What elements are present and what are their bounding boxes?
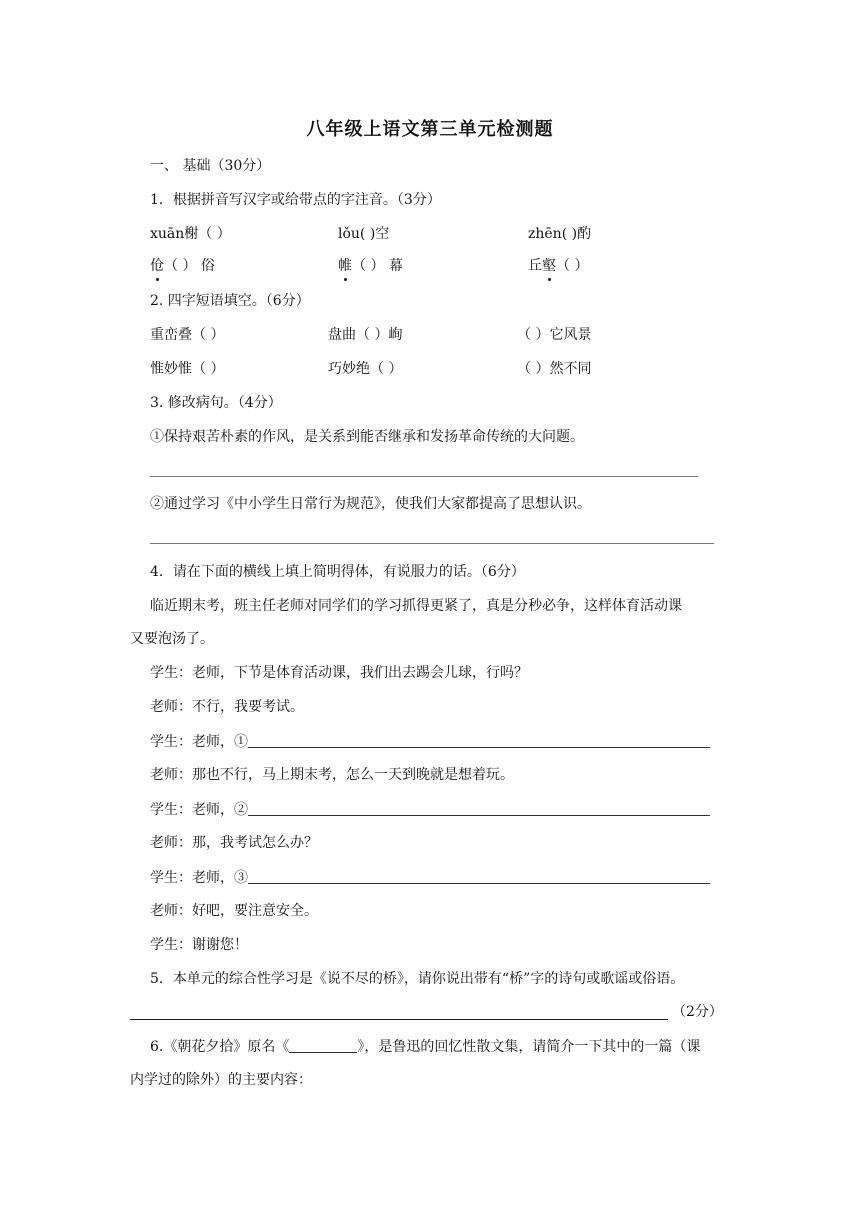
answer-blank-2[interactable] [248, 799, 710, 816]
answer-line-q5[interactable] [130, 1019, 668, 1020]
question-5-score: （2分） [672, 1004, 723, 1020]
phrase-item-4: 惟妙惟（ ） [150, 361, 225, 377]
answer-blank-1[interactable] [248, 731, 710, 748]
question-3-prompt: 3. 修改病句。（4分） [150, 395, 282, 411]
dialog-line: 学生：谢谢您！ [150, 937, 248, 953]
question-2-prompt: 2. 四字短语填空。（6分） [150, 293, 310, 309]
dotted-char: 帷 [338, 258, 352, 274]
dialog-line: 学生：老师，下节是体育活动课，我们出去踢会儿球，行吗？ [150, 665, 528, 681]
question-6-prompt: 6.《朝花夕拾》原名《 》，是鲁迅的回忆性散文集，请简介一下其中的一篇（课 [150, 1036, 700, 1057]
phrase-item-5: 巧妙绝（ ） [328, 361, 403, 377]
answer-blank-q6[interactable] [289, 1036, 357, 1053]
sentence-2: ②通过学习《中小学生日常行为规范》，使我们大家都提高了思想认识。 [150, 496, 591, 512]
dialog-line: 老师：那也不行，马上期末考，怎么一天到晚就是想着玩。 [150, 767, 514, 783]
char-item-2: 帷（ ） 幕 [338, 258, 403, 274]
phrase-item-2: 盘曲（ ）峋 [328, 327, 403, 343]
page-title: 八年级上语文第三单元检测题 [306, 119, 554, 140]
question-5-prompt: 5．本单元的综合性学习是《说不尽的桥》，请你说出带有“桥”字的诗句或歌谣或俗语。 [150, 971, 685, 987]
dialog-line: 学生：老师，① [150, 731, 710, 752]
dialog-line: 学生：老师，③ [150, 867, 710, 888]
phrase-item-1: 重峦叠（ ） [150, 327, 225, 343]
dialog-line: 学生：老师，② [150, 799, 710, 820]
pinyin-item-1: xuān榭（ ） [150, 226, 231, 242]
answer-line-2[interactable] [150, 543, 714, 544]
question-1-prompt: 1．根据拼音写汉字或给带点的字注音。（3分） [150, 192, 441, 208]
char-item-3: 丘壑（ ） [528, 258, 589, 274]
answer-blank-3[interactable] [248, 867, 710, 884]
phrase-item-6: （ ）然不同 [517, 361, 592, 377]
pinyin-item-2: lǒu( )空 [338, 226, 390, 242]
question-4-prompt: 4．请在下面的横线上填上简明得体，有说服力的话。（6分） [150, 564, 525, 580]
dialog-line: 老师：不行，我要考试。 [150, 699, 304, 715]
dotted-char: 伧 [150, 258, 164, 274]
pinyin-item-3: zhēn( )酌 [528, 226, 592, 242]
answer-line-1[interactable] [150, 476, 698, 477]
char-item-1: 伧（ ） 俗 [150, 258, 215, 274]
dotted-char: 壑 [542, 258, 556, 274]
context-text-line1: 临近期末考，班主任老师对同学们的学习抓得更紧了，真是分秒必争，这样体育活动课 [150, 598, 682, 614]
section-heading: 一、 基础（30分） [150, 158, 271, 174]
sentence-1: ①保持艰苦朴素的作风，是关系到能否继承和发扬革命传统的大问题。 [150, 429, 584, 445]
phrase-item-3: （ ）它风景 [517, 327, 592, 343]
question-6-line2: 内学过的除外）的主要内容： [130, 1072, 312, 1088]
dialog-line: 老师：那，我考试怎么办？ [150, 835, 318, 851]
dialog-line: 老师：好吧，要注意安全。 [150, 903, 318, 919]
context-text-line2: 又要泡汤了。 [130, 631, 214, 647]
